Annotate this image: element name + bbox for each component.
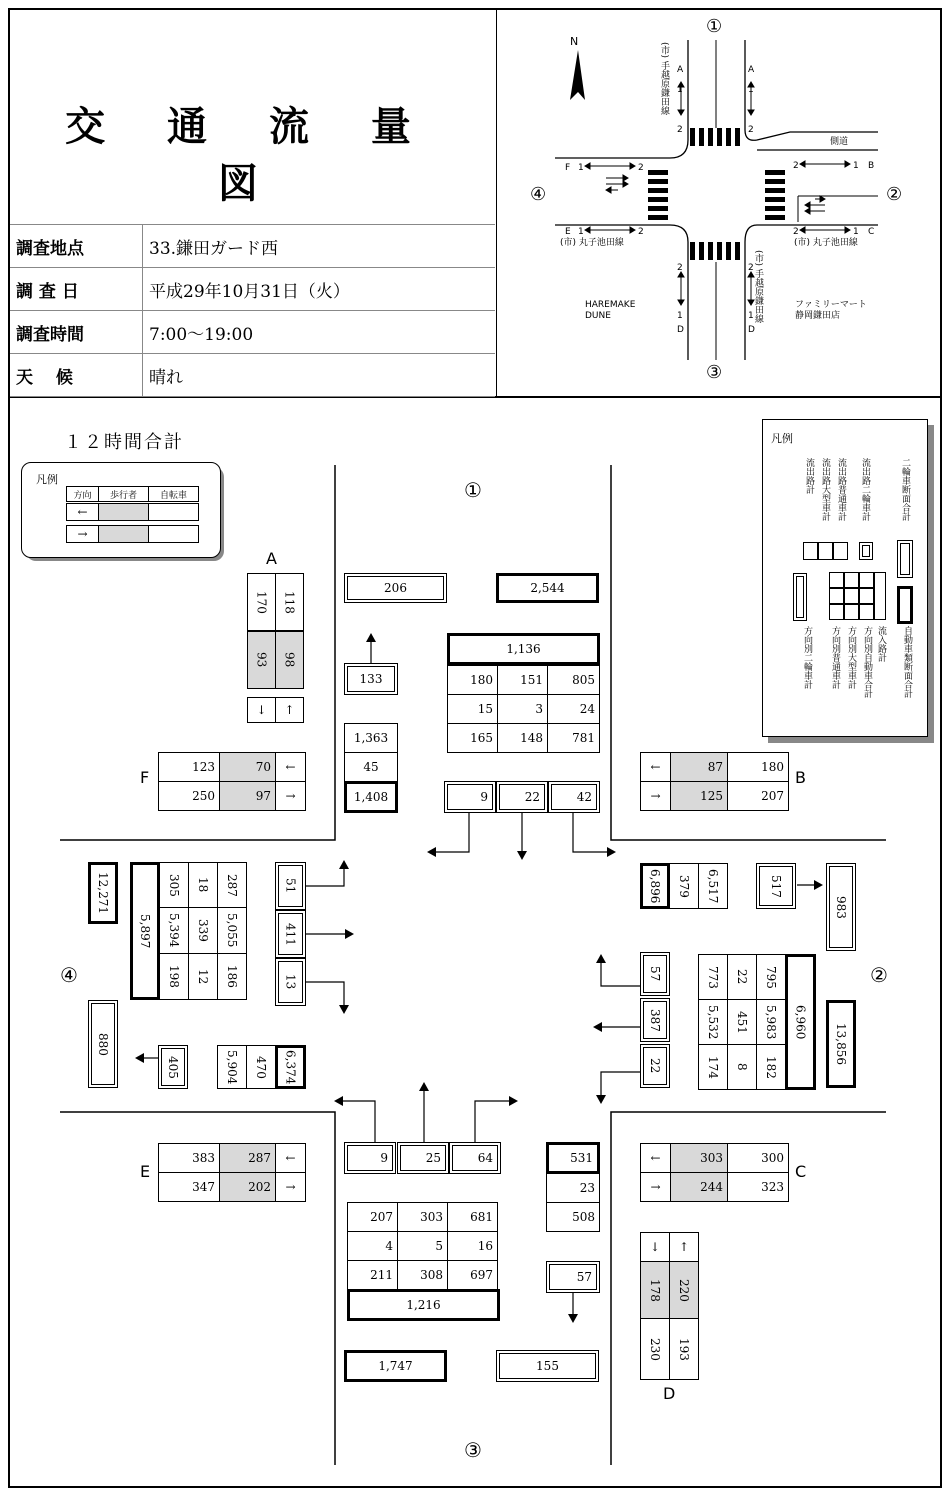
west-cross-twowheel: 880 — [88, 1000, 118, 1088]
east-cell: 451 — [727, 999, 757, 1045]
crossing-A-bike-up: 118 — [275, 573, 304, 631]
south-in-total: 1,216 — [347, 1289, 500, 1321]
south-cell: 16 — [447, 1231, 498, 1261]
map-road-label: (市) 手越原鎌田線 — [753, 250, 763, 323]
west-cell: 305 — [159, 862, 189, 908]
west-cell: 12 — [188, 953, 218, 1000]
legend-small-arrow: ← — [66, 503, 99, 521]
crossing-B-ped-left: 87 — [670, 752, 728, 782]
map-crossing-num: 2 — [748, 125, 754, 135]
south-cell: 308 — [397, 1260, 448, 1290]
south-cross-twowheel: 155 — [496, 1350, 599, 1382]
info-label: 調 査 日 — [10, 268, 143, 311]
map-north-label: N — [570, 35, 579, 48]
section-title: １２時間合計 — [64, 432, 184, 453]
north-cell: 180 — [447, 665, 498, 695]
east-out-normal: 6,517 — [698, 863, 728, 909]
legend-box — [803, 542, 818, 560]
legend-box — [844, 604, 859, 620]
right-arrow-icon: → — [640, 781, 671, 811]
north-out-twowheel-box: 133 — [344, 663, 398, 695]
east-tw-right: 57 — [640, 952, 670, 996]
crossing-E-ped-right: 202 — [219, 1172, 276, 1202]
west-cross-total: 12,271 — [88, 862, 118, 924]
map-crossing-B: B — [868, 161, 875, 171]
approach-label-south: ③ — [464, 1438, 482, 1462]
legend-box — [829, 588, 844, 604]
north-cell: 165 — [447, 723, 498, 753]
down-arrow-icon: ↓ — [247, 697, 276, 723]
crossing-F-ped-left: 70 — [219, 752, 276, 782]
right-arrow-icon: → — [640, 1172, 671, 1202]
west-cell: 5,394 — [159, 907, 189, 954]
crossing-A-bike-down: 170 — [247, 573, 276, 631]
crossing-C-bike-left: 300 — [727, 1143, 789, 1173]
south-out-twowheel: 57 — [546, 1261, 600, 1293]
legend-box — [844, 572, 859, 588]
west-cell: 339 — [188, 907, 218, 954]
down-arrow-icon: ↓ — [640, 1232, 670, 1262]
crossing-E-bike-left: 383 — [158, 1143, 220, 1173]
east-cell: 182 — [756, 1044, 786, 1090]
south-tw-straight: 25 — [397, 1142, 449, 1174]
info-label: 調査時間 — [10, 311, 143, 354]
map-crossing-num: 2 — [677, 125, 683, 135]
crossing-label-C: C — [795, 1162, 807, 1181]
crossing-B-bike-right: 207 — [727, 781, 789, 811]
north-cell: 151 — [497, 665, 548, 695]
west-cell: 198 — [159, 953, 189, 1000]
south-cell: 207 — [347, 1202, 398, 1232]
legend-label: 方向別自動車合計 — [862, 626, 872, 698]
left-arrow-icon: ← — [640, 752, 671, 782]
crossing-A-ped-down: 93 — [247, 631, 276, 689]
legend-small-cell — [148, 525, 199, 543]
south-cross-total: 1,747 — [344, 1350, 447, 1382]
north-in-total: 1,136 — [447, 633, 600, 665]
map-place-label: 静岡鎌田店 — [795, 311, 841, 321]
map-crossing-num: 1 — [748, 311, 754, 321]
east-out-twowheel: 517 — [756, 863, 796, 909]
legend-small-cell — [98, 525, 149, 543]
map-crossing-E: E — [565, 227, 571, 237]
crossing-D-ped-down: 178 — [640, 1261, 670, 1319]
map-crossing-D2: D — [748, 325, 755, 335]
map-crossing-num: 1 — [578, 163, 584, 173]
map-crossing-num: 1 — [677, 311, 683, 321]
east-cross-twowheel: 983 — [826, 863, 856, 951]
map-crossing-num: 2 — [748, 263, 754, 273]
east-out-large: 379 — [669, 863, 699, 909]
east-cell: 5,532 — [698, 999, 728, 1045]
north-tw-left: 9 — [444, 781, 496, 813]
legend-box — [874, 572, 886, 620]
crossing-label-B: B — [795, 768, 806, 787]
south-out-large: 23 — [546, 1173, 600, 1203]
approach-label-east: ② — [870, 963, 888, 987]
west-tw-straight: 411 — [275, 910, 306, 958]
up-arrow-icon: ↑ — [275, 697, 304, 723]
crossing-F-ped-right: 97 — [219, 781, 276, 811]
info-value: 晴れ — [143, 354, 496, 397]
north-cross-total: 2,544 — [496, 573, 599, 603]
map-approach-1: ① — [706, 16, 723, 37]
south-out-normal: 508 — [546, 1202, 600, 1232]
west-tw-left: 51 — [275, 862, 306, 910]
crossing-B-ped-right: 125 — [670, 781, 728, 811]
map-crossing-num: 2 — [677, 263, 683, 273]
south-tw-right: 9 — [344, 1142, 396, 1174]
crossing-E-bike-right: 347 — [158, 1172, 220, 1202]
map-road-label: 側道 — [830, 137, 849, 147]
north-out-large: 45 — [344, 752, 398, 782]
legend-label: 流入路計 — [876, 626, 886, 662]
east-cell: 22 — [727, 954, 757, 1000]
legend-box — [833, 542, 848, 560]
east-cell: 773 — [698, 954, 728, 1000]
crossing-label-F: F — [140, 768, 150, 787]
east-cell: 795 — [756, 954, 786, 1000]
west-cell: 18 — [188, 862, 218, 908]
crossing-F-bike-left: 123 — [158, 752, 220, 782]
north-out-twowheel: 206 — [344, 573, 447, 603]
legend-label: 流出路計 — [804, 458, 814, 494]
map-crossing-num: 2 — [793, 161, 799, 171]
legend-box — [829, 604, 844, 620]
map-crossing-C: C — [868, 227, 875, 237]
map-road-label: (市) 手越原鎌田線 — [659, 42, 669, 115]
map-approach-4: ④ — [530, 184, 547, 205]
left-arrow-icon: ← — [640, 1143, 671, 1173]
legend-box — [818, 542, 833, 560]
map-crossing-num: 1 — [748, 85, 754, 95]
north-tw-straight: 22 — [496, 781, 548, 813]
right-arrow-icon: → — [275, 1172, 306, 1202]
east-in-total: 6,960 — [785, 954, 816, 1090]
legend-small-header: 方向 — [66, 486, 99, 502]
map-crossing-num: 2 — [793, 227, 799, 237]
crossing-D-bike-down: 230 — [640, 1318, 670, 1380]
approach-label-north: ① — [464, 478, 482, 502]
west-in-total: 5,897 — [130, 862, 160, 1000]
info-value: 33.鎌田ガード西 — [143, 225, 496, 268]
south-cell: 681 — [447, 1202, 498, 1232]
east-tw-left: 22 — [640, 1044, 670, 1088]
legend-label: 流出路二輪車計 — [860, 458, 870, 521]
legend-small-header: 自転車 — [148, 486, 199, 502]
legend-label: 流出路普通車計 — [836, 458, 846, 521]
map-crossing-F: F — [565, 163, 571, 173]
west-out-twowheel: 405 — [158, 1045, 188, 1089]
legend-box — [859, 572, 874, 588]
north-cell: 15 — [447, 694, 498, 724]
east-cell: 5,983 — [756, 999, 786, 1045]
legend-box — [859, 588, 874, 604]
legend-label: 方向別普通車計 — [830, 626, 840, 689]
north-out-total: 1,363 — [344, 723, 398, 753]
crossing-B-bike-left: 180 — [727, 752, 789, 782]
info-value: 平成29年10月31日（火） — [143, 268, 496, 311]
legend-small-cell — [148, 503, 199, 521]
map-crossing-A2: A — [748, 65, 755, 75]
west-out-total: 6,374 — [275, 1045, 306, 1089]
map-crossing-num: 1 — [853, 227, 859, 237]
map-road-label: (市) 丸子池田線 — [560, 238, 624, 248]
crossing-label-E: E — [140, 1162, 151, 1181]
north-cell: 148 — [497, 723, 548, 753]
crossing-F-bike-right: 250 — [158, 781, 220, 811]
up-arrow-icon: ↑ — [669, 1232, 699, 1262]
north-out-normal: 1,408 — [344, 781, 398, 813]
map-place-label: ファミリーマート — [795, 300, 867, 310]
map-approach-2: ② — [886, 184, 903, 205]
info-label: 調査地点 — [10, 225, 143, 268]
legend-label: 自動車類断面合計 — [902, 626, 912, 698]
map-crossing-num: 2 — [638, 163, 644, 173]
south-cell: 5 — [397, 1231, 448, 1261]
legend-label: 流出路大型車計 — [820, 458, 830, 521]
approach-label-west: ④ — [60, 963, 78, 987]
map-place-label: DUNE — [585, 311, 611, 321]
crossing-C-ped-right: 244 — [670, 1172, 728, 1202]
crossing-C-ped-left: 303 — [670, 1143, 728, 1173]
north-cell: 781 — [547, 723, 600, 753]
legend-small-arrow: → — [66, 525, 99, 543]
north-cell: 805 — [547, 665, 600, 695]
map-crossing-num: 1 — [578, 227, 584, 237]
crossing-D-bike-up: 193 — [669, 1318, 699, 1380]
legend-label: 二輪車断面合計 — [900, 458, 910, 521]
info-value: 7:00〜19:00 — [143, 311, 496, 354]
legend-box — [793, 573, 807, 621]
legend-box — [829, 572, 844, 588]
south-cell: 211 — [347, 1260, 398, 1290]
west-out-normal: 5,904 — [217, 1045, 247, 1089]
map-crossing-num: 1 — [677, 85, 683, 95]
east-cell: 8 — [727, 1044, 757, 1090]
map-approach-3: ③ — [706, 362, 723, 383]
right-arrow-icon: → — [275, 781, 306, 811]
legend-label: 方向別大型車計 — [846, 626, 856, 689]
legend-box — [859, 542, 873, 560]
info-label: 天 候 — [10, 354, 143, 397]
legend-box — [844, 588, 859, 604]
legend-big-title: 凡例 — [771, 432, 793, 445]
north-cell: 3 — [497, 694, 548, 724]
legend-big — [762, 419, 928, 737]
map-crossing-A: A — [677, 65, 684, 75]
map-road-label: (市) 丸子池田線 — [794, 238, 858, 248]
west-cell: 186 — [217, 953, 247, 1000]
crossing-label-D: D — [663, 1384, 676, 1403]
page-title: 交 通 流 量 図 — [65, 104, 435, 207]
legend-small-cell — [98, 503, 149, 521]
map-place-label: HAREMAKE — [585, 300, 636, 310]
legend-small-header: 歩行者 — [98, 486, 149, 502]
east-cross-total: 13,856 — [826, 1000, 856, 1088]
legend-label: 方向別二輪車計 — [802, 626, 812, 689]
crossing-E-ped-left: 287 — [219, 1143, 276, 1173]
legend-box — [897, 540, 913, 578]
map-crossing-D: D — [677, 325, 684, 335]
map-crossing-num: 1 — [853, 161, 859, 171]
south-cell: 303 — [397, 1202, 448, 1232]
east-tw-straight: 387 — [640, 998, 670, 1042]
south-tw-left: 64 — [449, 1142, 501, 1174]
crossing-C-bike-right: 323 — [727, 1172, 789, 1202]
south-cell: 697 — [447, 1260, 498, 1290]
west-out-large: 470 — [246, 1045, 276, 1089]
legend-box — [859, 604, 874, 620]
left-arrow-icon: ← — [275, 752, 306, 782]
east-out-total: 6,896 — [640, 863, 670, 909]
crossing-D-ped-up: 220 — [669, 1261, 699, 1319]
crossing-label-A: A — [266, 549, 277, 568]
west-tw-right: 13 — [275, 958, 306, 1006]
legend-small-title: 凡例 — [36, 473, 58, 486]
north-tw-right: 42 — [548, 781, 600, 813]
left-arrow-icon: ← — [275, 1143, 306, 1173]
south-out-total: 531 — [546, 1142, 600, 1174]
north-cell: 24 — [547, 694, 600, 724]
map-crossing-num: 2 — [638, 227, 644, 237]
west-cell: 287 — [217, 862, 247, 908]
south-cell: 4 — [347, 1231, 398, 1261]
crossing-A-ped-up: 98 — [275, 631, 304, 689]
legend-box — [897, 586, 913, 624]
east-cell: 174 — [698, 1044, 728, 1090]
west-cell: 5,055 — [217, 907, 247, 954]
